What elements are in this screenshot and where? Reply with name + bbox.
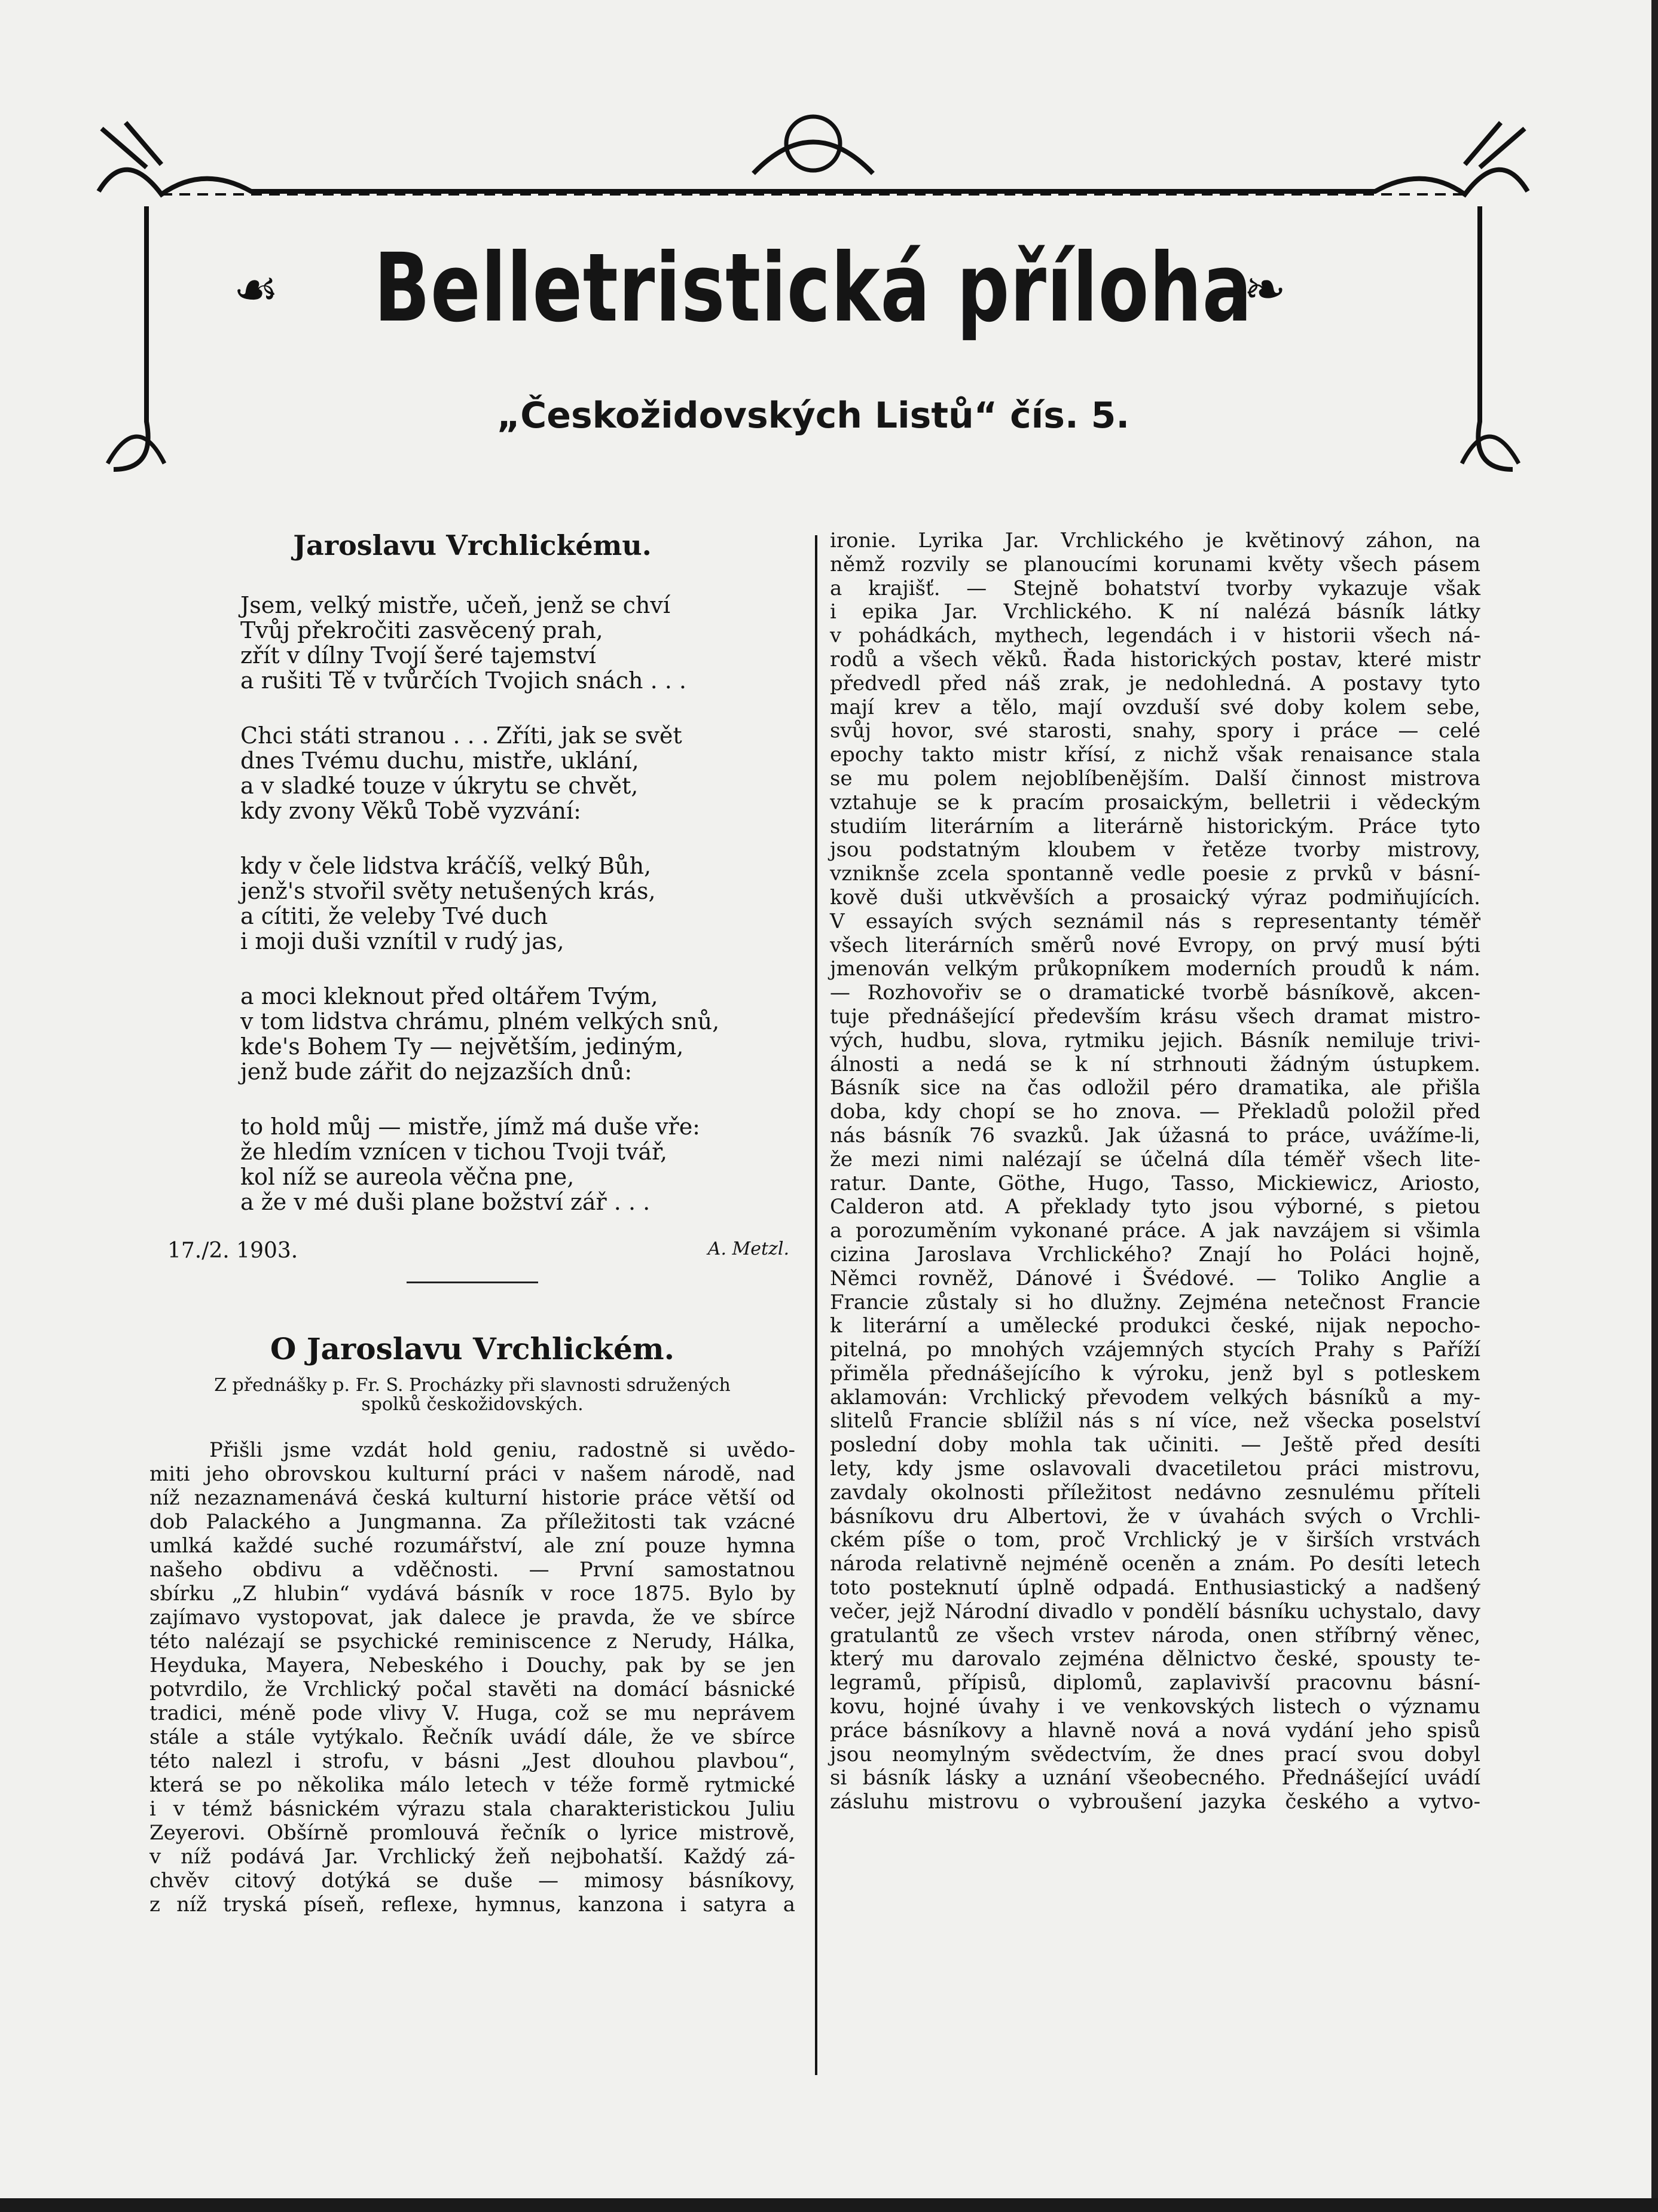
text-line: zásluhu mistrovu o vybroušení jazyka českého a vytvo- [830, 1790, 1480, 1814]
text-line: přiměla přednášejícího k výroku, jenž byl s potleskem [830, 1361, 1480, 1386]
text-line: se mu polem nejoblíbenějším. Další činnost mistrova [830, 766, 1480, 791]
poem-line: zřít v dílny Tvojí šeré tajemství [240, 642, 596, 669]
left-column [149, 529, 795, 1917]
text-line: Zeyerovi. Obšírně promlouvá řečník o lyrice mistrově, [149, 1821, 795, 1845]
page-subtitle: „Českožidovských Listů“ čís. 5. [496, 395, 1130, 437]
poem-line: a že v mé duši plane božství zář . . . [240, 1189, 651, 1215]
text-line: ironie. Lyrika Jar. Vrchlického je květinový záhon, na [830, 529, 1480, 553]
text-line: všech literárních směrů nové Evropy, on prvý musí býti [830, 933, 1480, 957]
text-line: Přišli jsme vzdát hold geniu, radostně si uvědo- [209, 1438, 795, 1462]
text-line: v níž podává Jar. Vrchlický žeň nejbohatší. Každý zá- [149, 1845, 795, 1869]
text-line: toto posteknutí úplně odpadá. Enthusiastický a nadšený [830, 1576, 1480, 1600]
text-line: ratur. Dante, Göthe, Hugo, Tasso, Mickiewicz, Ariosto, [830, 1171, 1480, 1195]
text-line: jsou neomylným svědectvím, že dnes prací svou dobyl [830, 1742, 1480, 1766]
poem-stanza [240, 984, 795, 1084]
text-line: stále a stále vytýkalo. Řečník uvádí dále, že ve sbírce [149, 1725, 795, 1749]
text-line: mají krev a tělo, mají ovzduší své doby kolem sebe, [830, 695, 1480, 719]
page-edge-bottom [0, 2198, 1658, 2212]
text-line: k literární a umělecké produkci české, nijak nepocho- [830, 1314, 1480, 1338]
text-line: Francie zůstaly si ho dlužny. Zejména netečnost Francie [830, 1290, 1480, 1314]
poem-line: kdy v čele lidstva kráčíš, velký Bůh, [240, 853, 652, 879]
text-line: miti jeho obrovskou kulturní práci v našem národě, nad [149, 1462, 795, 1486]
text-line: si básník lásky a uznání všeobecného. Přednášející uvádí [830, 1766, 1480, 1790]
text-line: tuje přednášející především krásu všech dramat mistro- [830, 1004, 1480, 1029]
text-line: předvedl před náš zrak, je nedohledná. A postavy tyto [830, 671, 1480, 695]
right-column [830, 529, 1480, 1814]
text-line: této nalezl i strofu, v básni „Jest dlouhou plavbou“, [149, 1749, 795, 1773]
text-line: poslední doby mohla tak učiniti. — Ještě před desíti [830, 1433, 1480, 1457]
text-line: i v témž básnickém výrazu stala charakteristickou Juliu [149, 1797, 795, 1821]
text-line: lety, kdy jsme oslavovali dvacetiletou práci mistrovu, [830, 1457, 1480, 1481]
article-subtitle: Z přednášky p. Fr. S. Procházky při slavnosti sdružených spolků českožidovských. [214, 1375, 731, 1415]
text-line: kově duši utkvěvších a prosaický výraz podmiňujících. [830, 885, 1480, 910]
text-line: aklamován: Vrchlický převodem velkých básníků a my- [830, 1385, 1480, 1409]
text-line: Heyduka, Mayera, Nebeského i Douchy, pak by se jen [149, 1653, 795, 1677]
poem-line: kde's Bohem Ty — největším, jediným, [240, 1033, 684, 1060]
text-line: práce básníkovy a hlavně nová a nová vydání jeho spisů [830, 1718, 1480, 1743]
text-line: této nalézají se psychické reminiscence z Nerudy, Hálka, [149, 1630, 795, 1653]
text-line: vzniknše zcela spontanně vedle poesie z prvků v básní- [830, 862, 1480, 886]
text-line: níž nezaznamenává česká kulturní historie práce větší od [149, 1486, 795, 1510]
text-line: cizina Jaroslava Vrchlického? Znají ho Poláci hojně, [830, 1242, 1480, 1267]
text-line: která se po několika málo letech v téže formě rytmické [149, 1773, 795, 1797]
text-line: rodů a všech věků. Řada historických postav, které mistr [830, 647, 1480, 672]
text-line: potvrdilo, že Vrchlický počal stavěti na domácí básnické [149, 1677, 795, 1701]
masthead-frame [90, 111, 1537, 481]
text-line: svůj hovor, své starosti, snahy, spory i práce — celé [830, 719, 1480, 743]
text-line: gratulantů ze všech vrstev národa, onen stříbrný věnec, [830, 1623, 1480, 1647]
poem-line: a rušiti Tě v tvůrčích Tvojich snách . . . [240, 667, 687, 694]
text-line: Calderon atd. A překlady tyto jsou výborné, s pietou [830, 1195, 1480, 1219]
poem-stanza [240, 723, 795, 823]
poem-date: 17./2. 1903. [167, 1238, 298, 1263]
text-line: tradici, méně pode vlivy V. Huga, což se mu neprávem [149, 1701, 795, 1725]
poem-line: kol níž se aureola věčna pne, [240, 1164, 575, 1190]
text-line: álnosti a nedá se k ní strhnouti žádným ústupkem. [830, 1052, 1480, 1076]
poem-line: v tom lidstva chrámu, plném velkých snů, [240, 1008, 720, 1035]
text-line: kovu, hojné úvahy i ve venkovských listech o významu [830, 1695, 1480, 1719]
poem-line: jenž bude zářit do nejzazších dnů: [240, 1058, 633, 1085]
text-line: němž rozvily se planoucími korunami květy všech pásem [830, 552, 1480, 576]
text-line: a porozuměním vykonané práce. A jak navzájem si všimla [830, 1219, 1480, 1243]
text-line: ckém píše o tom, proč Vrchlický je v širších vrstvách [830, 1528, 1480, 1552]
poem-line: Tvůj překročiti zasvěcený prah, [240, 617, 603, 643]
text-line: dob Palackého a Jungmanna. Za příležitosti tak vzácné [149, 1510, 795, 1534]
text-line: V essayích svých seznámil nás s representanty téměř [830, 909, 1480, 933]
text-line: zavdaly okolnosti příležitost nedávno zesnulému příteli [830, 1480, 1480, 1505]
text-line: studiím literárním a literárně historickým. Práce tyto [830, 814, 1480, 838]
poem-stanza [240, 1114, 795, 1215]
left-scroll-ornament-icon: ☙ [233, 260, 279, 319]
text-line: umlká každé suché rozumářství, ale zní pouze hymna [149, 1534, 795, 1558]
poem-stanza [240, 593, 795, 693]
text-line: i epika Jar. Vrchlického. K ní nalézá básník látky [830, 600, 1480, 624]
text-line: jsou podstatným kloubem v řetěze tvorby mistrovy, [830, 838, 1480, 862]
text-line: jmenován velkým průkopníkem moderních proudů k nám. [830, 957, 1480, 981]
poem-line: dnes Tvému duchu, mistře, uklání, [240, 747, 639, 774]
poem-line: Jsem, velký mistře, učeň, jenž se chví [240, 592, 671, 618]
page-title: Belletristická příloha [374, 233, 1253, 343]
article-title: O Jaroslavu Vrchlickém. [270, 1331, 675, 1366]
page-edge-right [1651, 0, 1658, 2212]
poem-line: a cítiti, že veleby Tvé duch [240, 903, 548, 929]
article-left-text [149, 1438, 795, 1917]
text-line: epochy takto mistr křísí, z nichž však renaisance stala [830, 743, 1480, 767]
poem-stanza [240, 853, 795, 954]
text-line: národa relativně nejméně oceněn a znám. Po desíti letech [830, 1552, 1480, 1576]
poem-line: to hold můj — mistře, jímž má duše vře: [240, 1113, 700, 1140]
text-line: který mu darovalo zejména dělnictvo české, spousty te- [830, 1647, 1480, 1671]
column-divider [815, 535, 817, 2075]
text-line: slitelů Francie sblížil nás s ní více, než všecka poselství [830, 1409, 1480, 1433]
text-line: chvěv citový dotýká se duše — mimosy básníkovy, [149, 1869, 795, 1893]
text-line: Němci rovněž, Dánové i Švédové. — Toliko Anglie a [830, 1266, 1480, 1290]
text-line: legramů, přípisů, diplomů, zaplavivší pracovnu básní- [830, 1671, 1480, 1695]
poem-title: Jaroslavu Vrchlickému. [293, 529, 652, 562]
right-scroll-ornament-icon: ❧ [1244, 260, 1287, 319]
text-line: vztahuje se k pracím prosaickým, belletrii i vědeckým [830, 790, 1480, 814]
poem-line: že hledím vznícen v tichou Tvoji tvář, [240, 1139, 668, 1165]
text-line: básníkovu dru Albertovi, že v úvahách svých o Vrchli- [830, 1504, 1480, 1528]
text-line: večer, jejž Národní divadlo v pondělí básníku uchystalo, davy [830, 1599, 1480, 1624]
text-line: vých, hudbu, slova, rytmiku jejich. Básník nemiluje trivi- [830, 1028, 1480, 1052]
poem-line: jenž's stvořil světy netušených krás, [240, 878, 656, 904]
poem-line: a v sladké touze v úkrytu se chvět, [240, 773, 639, 799]
text-line: nás básník 76 svazků. Jak úžasná to práce, uvážíme-li, [830, 1123, 1480, 1148]
poem-line: i moji duši vznítil v rudý jas, [240, 928, 564, 954]
text-line: pitelná, po mnohých vzájemných stycích Prahy s Paříží [830, 1338, 1480, 1362]
poem-line: a moci kleknout před oltářem Tvým, [240, 983, 658, 1009]
section-divider [407, 1282, 538, 1283]
text-line: z níž tryská píseň, reflexe, hymnus, kanzona i satyra a [149, 1893, 795, 1917]
text-line: že mezi nimi nalézají se účelná díla téměř všech lite- [830, 1147, 1480, 1171]
text-line: zajímavo vystopovat, jak dalece je pravda, že ve sbírce [149, 1606, 795, 1630]
text-line: doba, kdy chopí se ho znova. — Překladů položil před [830, 1100, 1480, 1124]
text-line: a krajišť. — Stejně bohatství tvorby vykazuje však [830, 576, 1480, 600]
poem-line: kdy zvony Věků Tobě vyzvání: [240, 798, 581, 824]
text-line: — Rozhovořiv se o dramatické tvorbě básníkově, akcen- [830, 981, 1480, 1005]
text-line: Básník sice na čas odložil péro dramatika, ale přišla [830, 1076, 1480, 1100]
poem-signature [149, 1238, 795, 1264]
text-line: v pohádkách, mythech, legendách i v historii všech ná- [830, 624, 1480, 648]
poem-line: Chci státi stranou . . . Zříti, jak se svět [240, 722, 682, 749]
text-line: našeho obdivu a vděčnosti. — První samostatnou [149, 1558, 795, 1582]
text-line: sbírku „Z hlubin“ vydává básník v roce 1875. Bylo by [149, 1582, 795, 1606]
poem-author: A. Metzl. [707, 1238, 789, 1259]
